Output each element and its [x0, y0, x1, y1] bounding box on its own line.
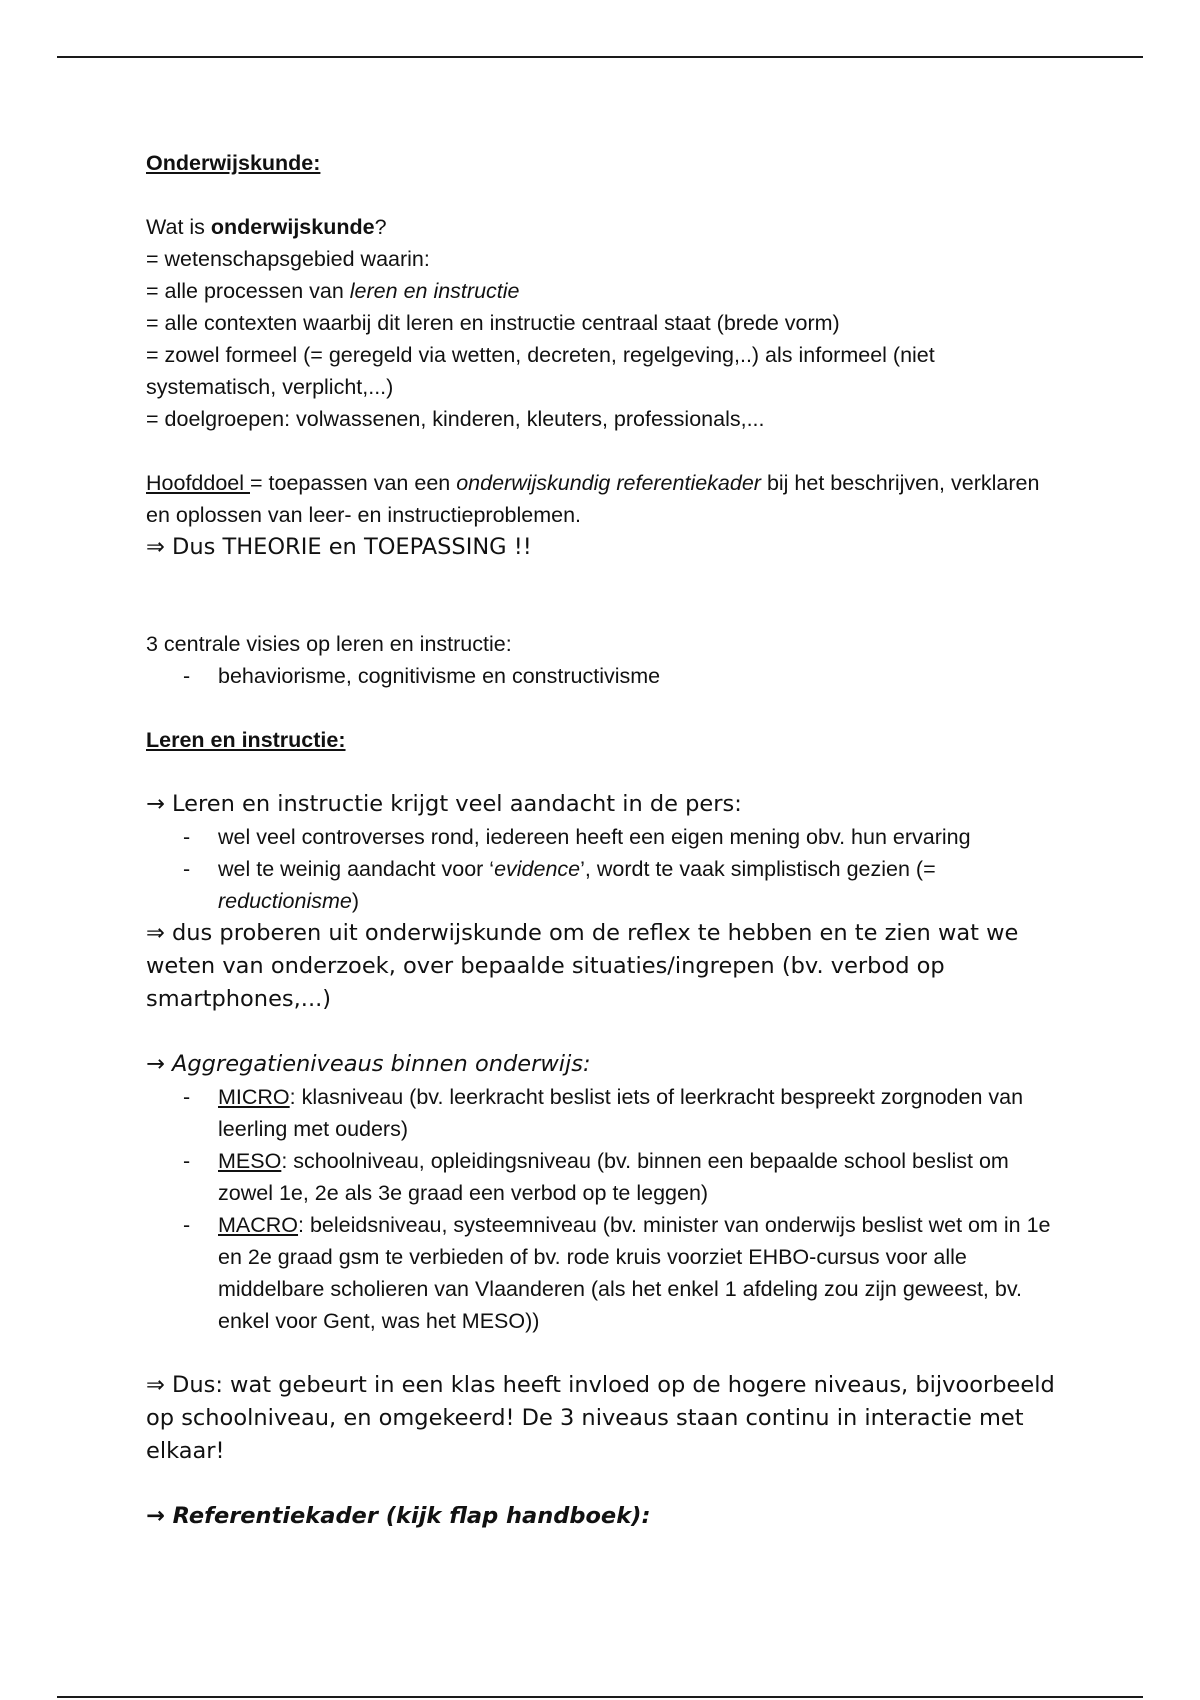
header-rule: [57, 56, 1143, 58]
level-micro: - MICRO: klasniveau (bv. leerkracht beslist iets of leerkracht bespreekt zorgnoden van leerling met ouders): [183, 1085, 1024, 1141]
level-meso: - MESO: schoolniveau, opleidingsniveau (bv. binnen een bepaalde school beslist om zowel 1e, 2e als 3e graad een verbod op te leggen): [183, 1149, 1009, 1205]
visies-list: [146, 660, 1066, 692]
definition-line: = alle processen van leren en instructie: [146, 279, 520, 303]
aggregatie-heading: → Aggregatieniveaus binnen onderwijs:: [146, 1051, 591, 1077]
visies-intro: 3 centrale visies op leren en instructie:: [146, 632, 512, 656]
list-item: - wel veel controverses rond, iedereen heeft een eigen mening obv. hun ervaring: [183, 825, 971, 849]
section-title-onderwijskunde: Onderwijskunde:: [146, 151, 321, 175]
definition-line: = zowel formeel (= geregeld via wetten, decreten, regelgeving,..) als informeel (niet systematisch, verplicht,...): [146, 343, 935, 399]
definition-line: = doelgroepen: volwassenen, kinderen, kleuters, professionals,...: [146, 407, 765, 431]
referentiekader-heading: → Referentiekader (kijk flap handboek):: [146, 1503, 651, 1529]
section-title-leren: Leren en instructie:: [146, 728, 346, 752]
question-line: Wat is onderwijskunde?: [146, 215, 387, 239]
document-body: [146, 147, 1066, 1533]
level-macro: - MACRO: beleidsniveau, systeemniveau (bv. minister van onderwijs beslist wet om in 1e en 2e graad gsm te verbieden of bv. rode kruis voorziet EHBO-cursus voor alle middelbare scholieren van Vlaanderen (als het enkel 1 afdeling zou zijn geweest, bv. enkel voor Gent, was het MESO)): [183, 1213, 1051, 1333]
definition-line: = wetenschapsgebied waarin:: [146, 247, 430, 271]
list-item: - wel te weinig aandacht voor ‘evidence’, wordt te vaak simplistisch gezien (= reductionisme): [183, 857, 936, 913]
definition-line: = alle contexten waarbij dit leren en instructie centraal staat (brede vorm): [146, 311, 840, 335]
levels-list: [146, 1081, 1066, 1337]
hoofddoel-paragraph: Hoofddoel = toepassen van een onderwijskundig referentiekader bij het beschrijven, verklaren en oplossen van leer- en instructieproblemen.: [146, 471, 1040, 527]
pers-heading: → Leren en instructie krijgt veel aandacht in de pers:: [146, 791, 742, 817]
list-item: - behaviorisme, cognitivisme en constructivisme: [183, 664, 661, 688]
pers-list: [146, 821, 1066, 917]
conclusion-theorie: ⇒ Dus THEORIE en TOEPASSING !!: [146, 534, 532, 560]
term-onderwijskunde: onderwijskunde: [210, 215, 375, 239]
pers-conclusion: ⇒ dus proberen uit onderwijskunde om de reflex te hebben en te zien wat we weten van onderzoek, over bepaalde situaties/ingrepen (bv. verbod op smartphones,...): [146, 920, 1019, 1012]
levels-conclusion: ⇒ Dus: wat gebeurt in een klas heeft invloed op de hogere niveaus, bijvoorbeeld op schoolniveau, en omgekeerd! De 3 niveaus staan continu in interactie met elkaar!: [146, 1372, 1055, 1464]
hoofddoel-label: Hoofddoel: [146, 471, 250, 495]
footer-rule: [57, 1696, 1143, 1698]
